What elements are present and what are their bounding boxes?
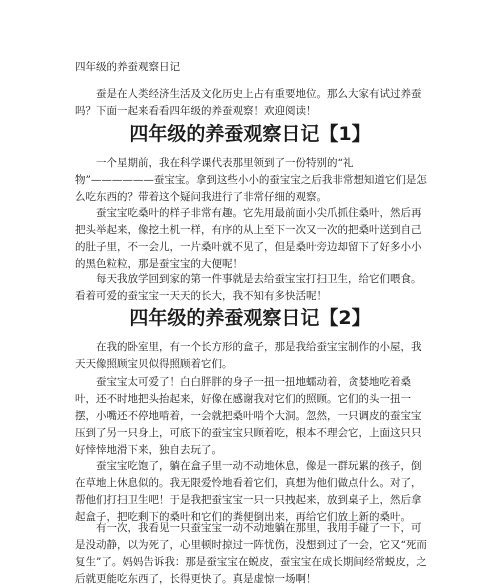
document-title: 四年级的养蚕观察日记	[75, 61, 180, 73]
section-heading-1: 四年级的养蚕观察日记【1】	[129, 123, 371, 145]
section-2-paragraph-2: 蚕宝宝太可爱了！白白胖胖的身子一扭一扭地蠕动着，贪婪地吃着桑叶，还不时地把头抬起来，好像在感谢我对它们的照顾。它们的头一扭一摆，小嘴还不停地啃着，一会就把桑叶啃个大洞。忽然，一只调皮的蚕宝宝压到了另一只身上，可底下的蚕宝宝只顾着吃，根本不理会它，上面这只只好悻悻地滑下来，独自去玩了。	[75, 376, 422, 456]
section-2-paragraph-3: 蚕宝宝吃饱了，躺在盒子里一动不动地休息，像是一群玩累的孩子，倒在草地上休息似的。我无限爱怜地看着它们，真想为他们做点什么。对了，帮他们打扫卫生吧！于是我把蚕宝宝一只一只拽起来，放到桌子上，然后拿起盒子，把吃剩下的桑叶和它们的粪便倒出来，再给它们放上新的桑叶。	[75, 460, 422, 523]
section-2-paragraph-4: 有一次，我看见一只蚕宝宝一动不动地躺在那里，我用手碰了一下，可是没动静，以为死了，心里顿时掠过一阵忧伤，没想到过了一会，它又“死而复生”了。妈妈告诉我：那是蚕宝宝在蜕皮，蚕宝宝在成长期间经常蜕皮，之后就更能吃东西了，长得更快了。真是虚惊一场啊！	[75, 522, 427, 585]
section-1-paragraph-2: 蚕宝宝吃桑叶的样子非常有趣。它先用最前面小尖爪抓住桑叶，然后再把头举起来，像挖土机一样，有序的从上至下一次又一次的把桑叶送到自己的肚子里，不一会儿，一片桑叶就不见了，但是桑叶旁边却留下了好多小小的黑色粒粒，那是蚕宝宝的大便呢！	[75, 207, 422, 270]
section-1-paragraph-1: 一个星期前，我在科学课代表那里领到了一份特别的“礼物”——————蚕宝宝。拿到这些小小的蚕宝宝之后我非常想知道它们是怎么吃东西的？带着这个疑问我进行了非常仔细的观察。	[75, 157, 427, 203]
section-2-paragraph-1: 在我的卧室里，有一个长方形的盒子，那是我给蚕宝宝制作的小屋，我天天像照顾宝贝似得照顾着它们。	[75, 341, 422, 370]
section-1-paragraph-3: 每天我放学回到家的第一件事就是去给蚕宝宝打扫卫生，给它们喂食。看着可爱的蚕宝宝一天天的长大，我不知有多快活呢！	[75, 273, 422, 302]
section-heading-2: 四年级的养蚕观察日记【2】	[129, 307, 371, 329]
intro-paragraph: 蚕是在人类经济生活及文化历史上占有重要地位。那么大家有试过养蚕吗？下面一起来看看四年级的养蚕观察！欢迎阅读！	[75, 88, 422, 117]
